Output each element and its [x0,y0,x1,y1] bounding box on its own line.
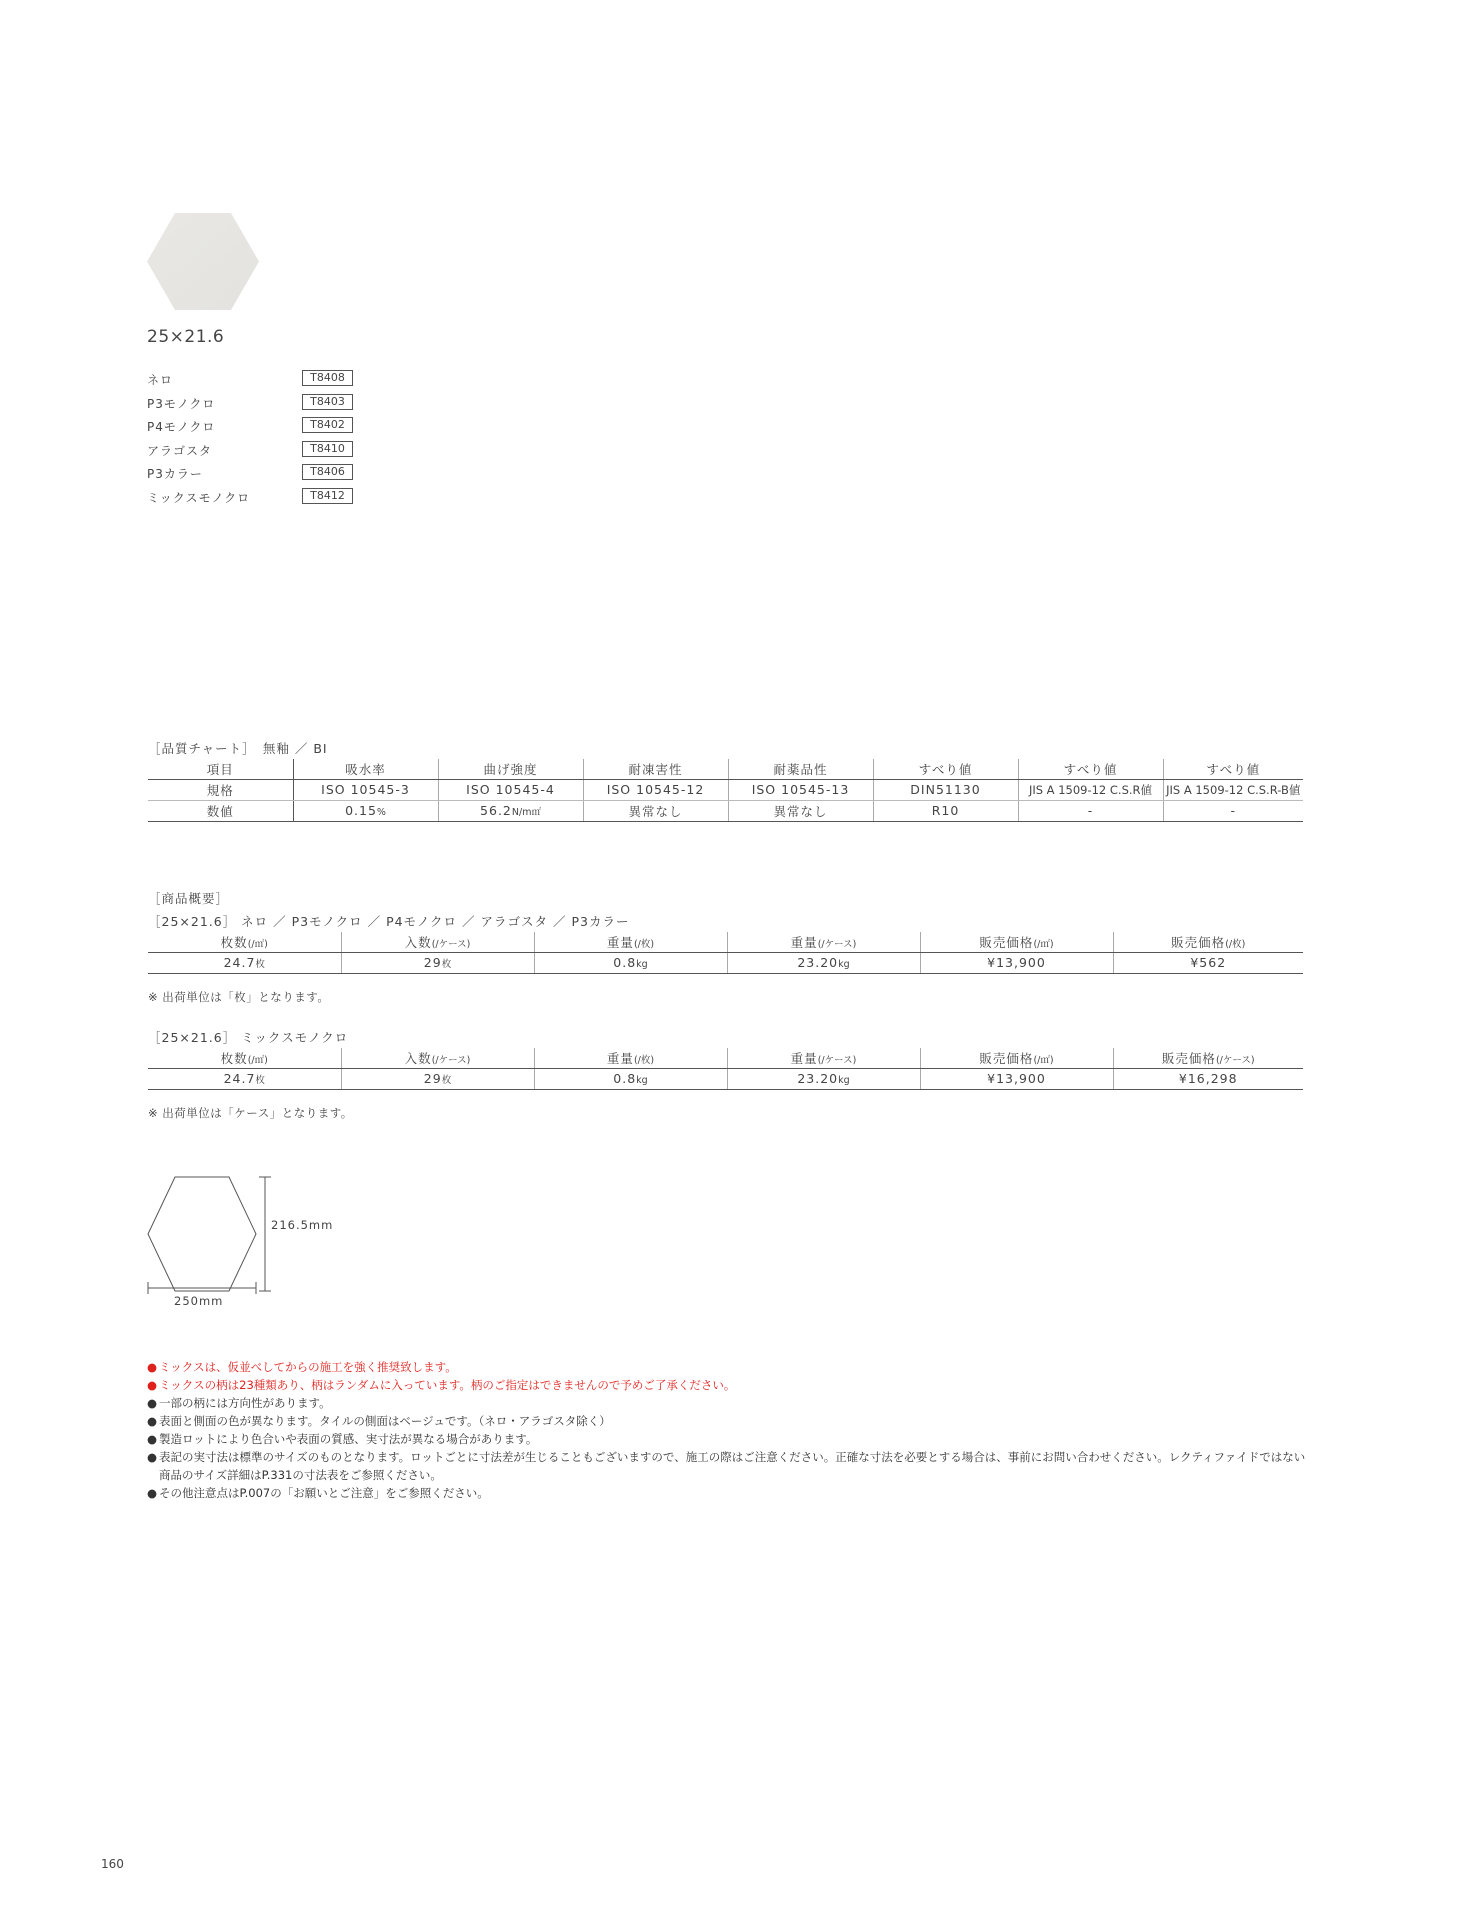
header-chemical: 耐薬品性 [728,759,873,780]
variant-name: アラゴスタ [147,443,213,458]
value-strength: 56.2N/m㎡ [438,801,583,822]
note-item [147,1448,1307,1484]
summary-header-cell: 販売価格(/㎡) [920,932,1113,953]
standard-row [148,780,1303,801]
height-label: 216.5mm [271,1218,334,1232]
summary-header-cell: 枚数(/㎡) [148,1048,341,1069]
variant-name: ネロ [147,373,174,387]
bullet-icon: ● [147,1360,158,1374]
bullet-icon: ● [147,1450,158,1464]
dimension-diagram [140,1172,340,1302]
summary-value-cell: ¥562 [1113,953,1303,974]
variant-row [147,393,367,417]
row-label-standard: 規格 [148,780,293,801]
variant-code: T8412 [302,488,353,504]
notes-list [147,1358,1307,1502]
value-slip-csrb: - [1163,801,1303,822]
summary-value-row [148,1069,1303,1090]
hexagon-outline [148,1177,256,1291]
summary-value-cell: 29枚 [341,953,534,974]
value-absorption: 0.15% [293,801,438,822]
note-text: 表記の実寸法は標準のサイズのものとなります。ロットごとに寸法差が生じることもございますので、施工の際はご注意ください。正確な寸法を必要とする場合は、事前にお問い合わせください。レクティファイドではない商品のサイズ詳細はP.331の寸法表をご参照ください。 [159,1450,1306,1482]
variant-code: T8402 [302,417,353,433]
variant-code: T8403 [302,394,353,410]
quality-header-row [148,759,1303,780]
variant-row [147,369,367,393]
summary-value-cell: 29枚 [341,1069,534,1090]
summary-value-cell: 23.20kg [727,953,920,974]
variant-name: ミックスモノクロ [147,490,251,505]
summary-table-1-label: ［25×21.6］ ネロ ／ P3モノクロ ／ P4モノクロ ／ アラゴスタ ／ P3カラー [148,914,630,929]
note-item [147,1430,1307,1448]
note-text: 一部の柄には方向性があります。 [159,1396,331,1410]
standard-absorption: ISO 10545-3 [293,780,438,801]
value-row [148,801,1303,822]
note-text: ミックスの柄は23種類あり、柄はランダムに入っています。柄のご指定はできませんので予めご了承ください。 [159,1378,736,1392]
note-item [147,1484,1307,1502]
value-freeze: 異常なし [583,801,728,822]
width-label: 250mm [174,1294,224,1308]
variant-row [147,416,367,440]
product-size-title: 25×21.6 [147,327,225,347]
summary-header-cell: 販売価格(/枚) [1113,932,1303,953]
header-absorption: 吸水率 [293,759,438,780]
row-label-value: 数値 [148,801,293,822]
value-slip-din: R10 [873,801,1018,822]
variant-row [147,463,367,487]
note-text: 表面と側面の色が異なります。タイルの側面はベージュです。（ネロ・アラゴスタ除く） [159,1414,611,1428]
summary-header-cell: 入数(/ケース) [341,932,534,953]
variant-row [147,440,367,464]
header-slip-csr: すべり値 [1018,759,1163,780]
summary-value-cell: ¥16,298 [1113,1069,1303,1090]
header-slip-din: すべり値 [873,759,1018,780]
summary-header-cell: 販売価格(/㎡) [920,1048,1113,1069]
summary-table-2-label: ［25×21.6］ ミックスモノクロ [148,1030,349,1045]
summary-header-row [148,1048,1303,1069]
summary-header-cell: 重量(/枚) [534,932,727,953]
note-text: ミックスは、仮並べしてからの施工を強く推奨致します。 [159,1360,457,1374]
shipping-unit-note-2: ※ 出荷単位は「ケース」となります。 [148,1106,353,1120]
page-number: 160 [101,1857,124,1871]
summary-value-cell: ¥13,900 [920,953,1113,974]
summary-header-cell: 重量(/ケース) [727,1048,920,1069]
summary-table-1 [148,932,1303,974]
header-strength: 曲げ強度 [438,759,583,780]
variant-code: T8408 [302,370,353,386]
quality-chart-table [148,759,1303,822]
note-item [147,1394,1307,1412]
summary-header-cell: 重量(/枚) [534,1048,727,1069]
note-text: その他注意点はP.007の「お願いとご注意」をご参照ください。 [159,1486,489,1500]
header-freeze: 耐凍害性 [583,759,728,780]
bullet-icon: ● [147,1432,158,1446]
header-slip-csrb: すべり値 [1163,759,1303,780]
summary-header-row [148,932,1303,953]
standard-freeze: ISO 10545-12 [583,780,728,801]
summary-label: ［商品概要］ [148,891,230,906]
summary-value-cell: 23.20kg [727,1069,920,1090]
variant-name: P3カラー [147,467,203,481]
summary-value-cell: 24.7枚 [148,1069,341,1090]
summary-value-cell: 0.8kg [534,953,727,974]
variant-list [147,369,367,510]
value-slip-csr: - [1018,801,1163,822]
note-item [147,1412,1307,1430]
bullet-icon: ● [147,1378,158,1392]
tile-sample-image [147,213,259,310]
summary-value-row [148,953,1303,974]
value-chemical: 異常なし [728,801,873,822]
summary-table-2 [148,1048,1303,1090]
quality-chart-label: ［品質チャート］ 無釉 ／ BⅠ [148,741,328,756]
note-item [147,1358,1307,1376]
standard-slip-csr: JIS A 1509-12 C.S.R値 [1018,780,1163,801]
variant-name: P3モノクロ [147,396,216,411]
summary-value-cell: 0.8kg [534,1069,727,1090]
shipping-unit-note-1: ※ 出荷単位は「枚」となります。 [148,990,330,1004]
standard-slip-din: DIN51130 [873,780,1018,801]
header-item: 項目 [148,759,293,780]
standard-strength: ISO 10545-4 [438,780,583,801]
variant-row [147,487,367,511]
bullet-icon: ● [147,1414,158,1428]
standard-chemical: ISO 10545-13 [728,780,873,801]
summary-header-cell: 枚数(/㎡) [148,932,341,953]
note-item [147,1376,1307,1394]
summary-header-cell: 重量(/ケース) [727,932,920,953]
summary-header-cell: 販売価格(/ケース) [1113,1048,1303,1069]
summary-value-cell: ¥13,900 [920,1069,1113,1090]
variant-code: T8410 [302,441,353,457]
standard-slip-csrb: JIS A 1509-12 C.S.R-B値 [1163,780,1303,801]
variant-name: P4モノクロ [147,420,216,434]
bullet-icon: ● [147,1396,158,1410]
bullet-icon: ● [147,1486,158,1500]
summary-header-cell: 入数(/ケース) [341,1048,534,1069]
summary-value-cell: 24.7枚 [148,953,341,974]
note-text: 製造ロットにより色合いや表面の質感、実寸法が異なる場合があります。 [159,1432,538,1446]
variant-code: T8406 [302,464,353,480]
